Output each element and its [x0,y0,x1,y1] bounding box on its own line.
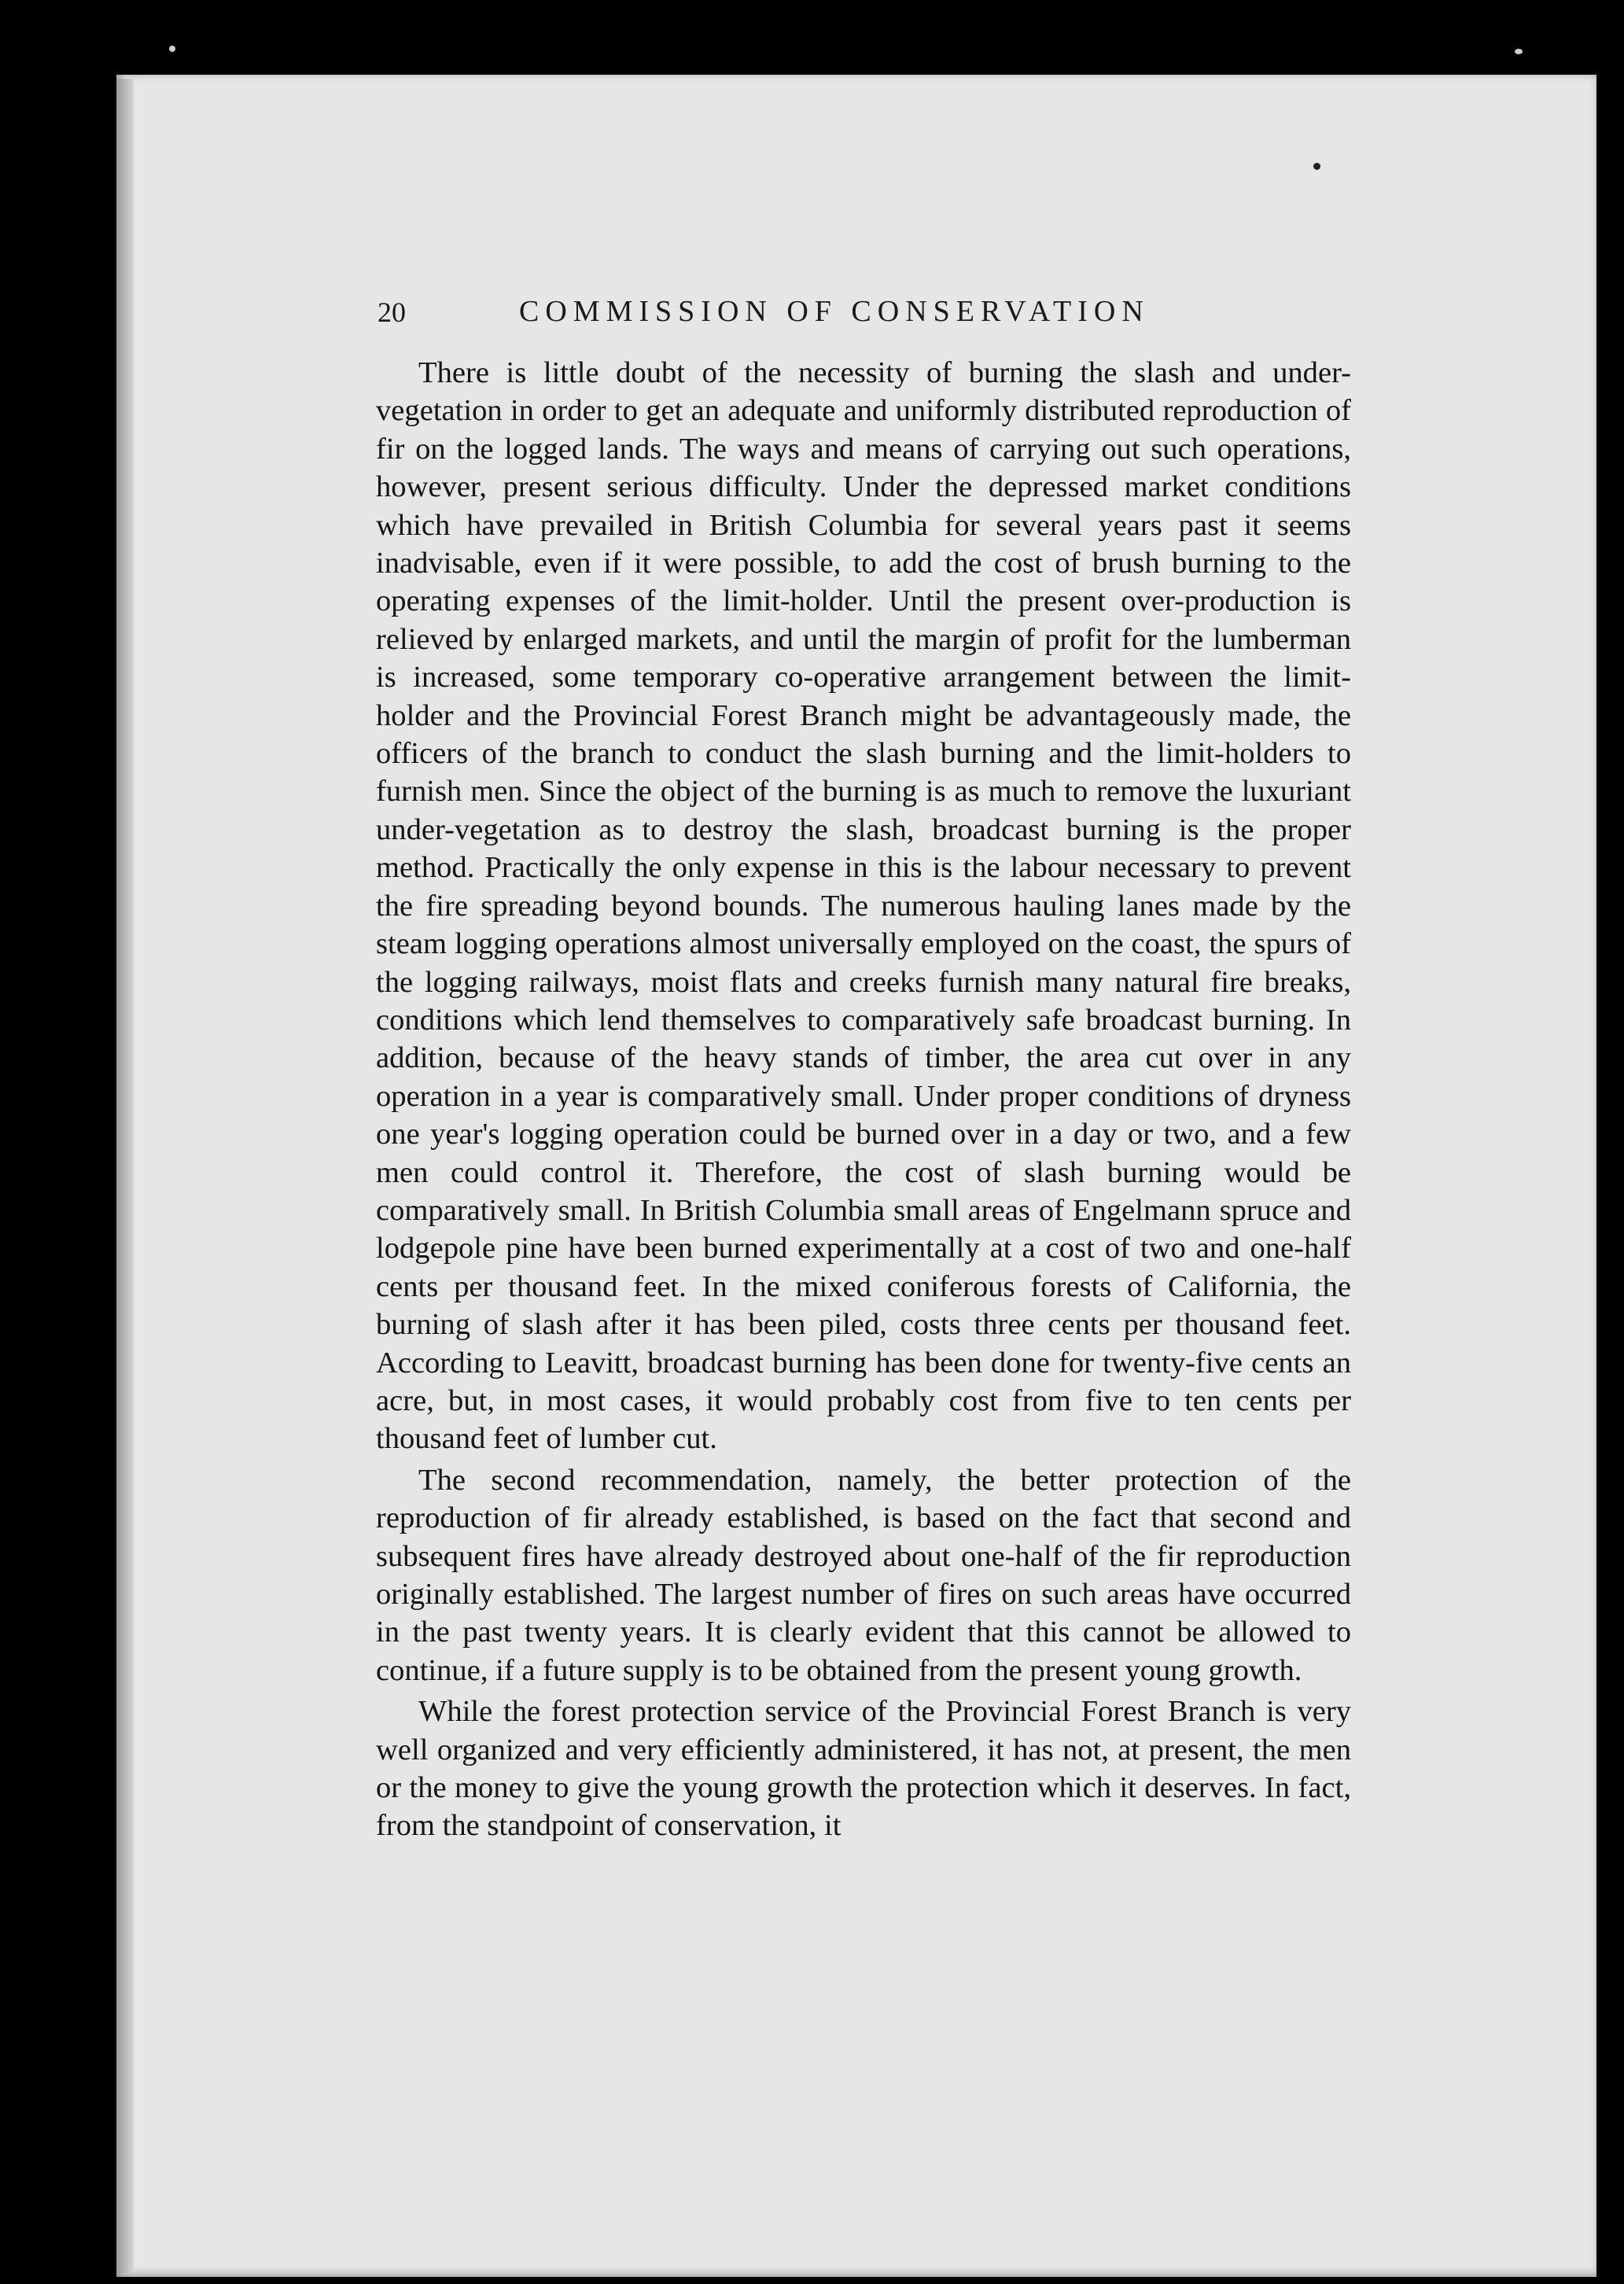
ink-dot [1313,163,1320,170]
scan-speck [169,46,175,52]
body-text [376,354,1351,1845]
running-title: COMMISSION OF CONSERVATION [519,295,1150,328]
scan-speck [1515,49,1523,54]
paragraph: The second recommendation, namely, the better protection of the reproduction of fir already established, is based on the fact that second and subsequent fires have already destroyed about one-half of the fir reproduction originally established. The largest number of fires on such areas have occurred in the past twenty years. It is clearly evident that this cannot be allowed to continue, if a future supply is to be obtained from the present young growth. [376,1463,1351,1687]
paragraph: While the forest protection service of the Provincial Forest Branch is very well organized and very efficiently administered, it has not, at present, the men or the money to give the young growth the protection which it deserves. In fact, from the standpoint of conservation, it [376,1695,1351,1843]
paragraph: There is little doubt of the necessity of burning the slash and under-vegetation in order to get an adequate and uniformly distributed reproduction of fir on the logged lands. The ways and means of carrying out such operations, however, present serious difficulty. Under the depressed market conditions which have prevailed in British Columbia for several years past it seems inadvisable, even if it were possible, to add the cost of brush burning to the operating expenses of the limit-holder. Until the present over-production is relieved by enlarged markets, and until the margin of profit for the lumberman is increased, some temporary co-operative arrangement between the limit-holder and the Provincial Forest Branch might be advantageously made, the officers of the branch to conduct the slash burning and the limit-holders to furnish men. Since the object of the burning is as much to remove the luxuriant under-vegetation as to destroy the slash, broadcast burning is the proper method. Practically the only expense in this is the labour necessary to prevent the fire spreading beyond bounds. The numerous hauling lanes made by the steam logging operations almost universally employed on the coast, the spurs of the logging railways, moist flats and creeks furnish many natural fire breaks, conditions which lend themselves to comparatively safe broadcast burning. In addition, because of the heavy stands of timber, the area cut over in any operation in a year is comparatively small. Under proper conditions of dryness one year's logging operation could be burned over in a day or two, and a few men could control it. Therefore, the cost of slash burning would be comparatively small. In British Columbia small areas of Engelmann spruce and lodgepole pine have been burned experimentally at a cost of two and one-half cents per thousand feet. In the mixed coniferous forests of California, the burning of slash after it has been piled, costs three cents per thousand feet. According to Leavitt, broadcast burning has been done for twenty-five cents an acre, but, in most cases, it would probably cost from five to ten cents per thousand feet of lumber cut. [376,356,1351,1456]
page-spine-shadow [116,79,134,2273]
page-number: 20 [377,297,406,328]
running-head [377,291,1345,335]
